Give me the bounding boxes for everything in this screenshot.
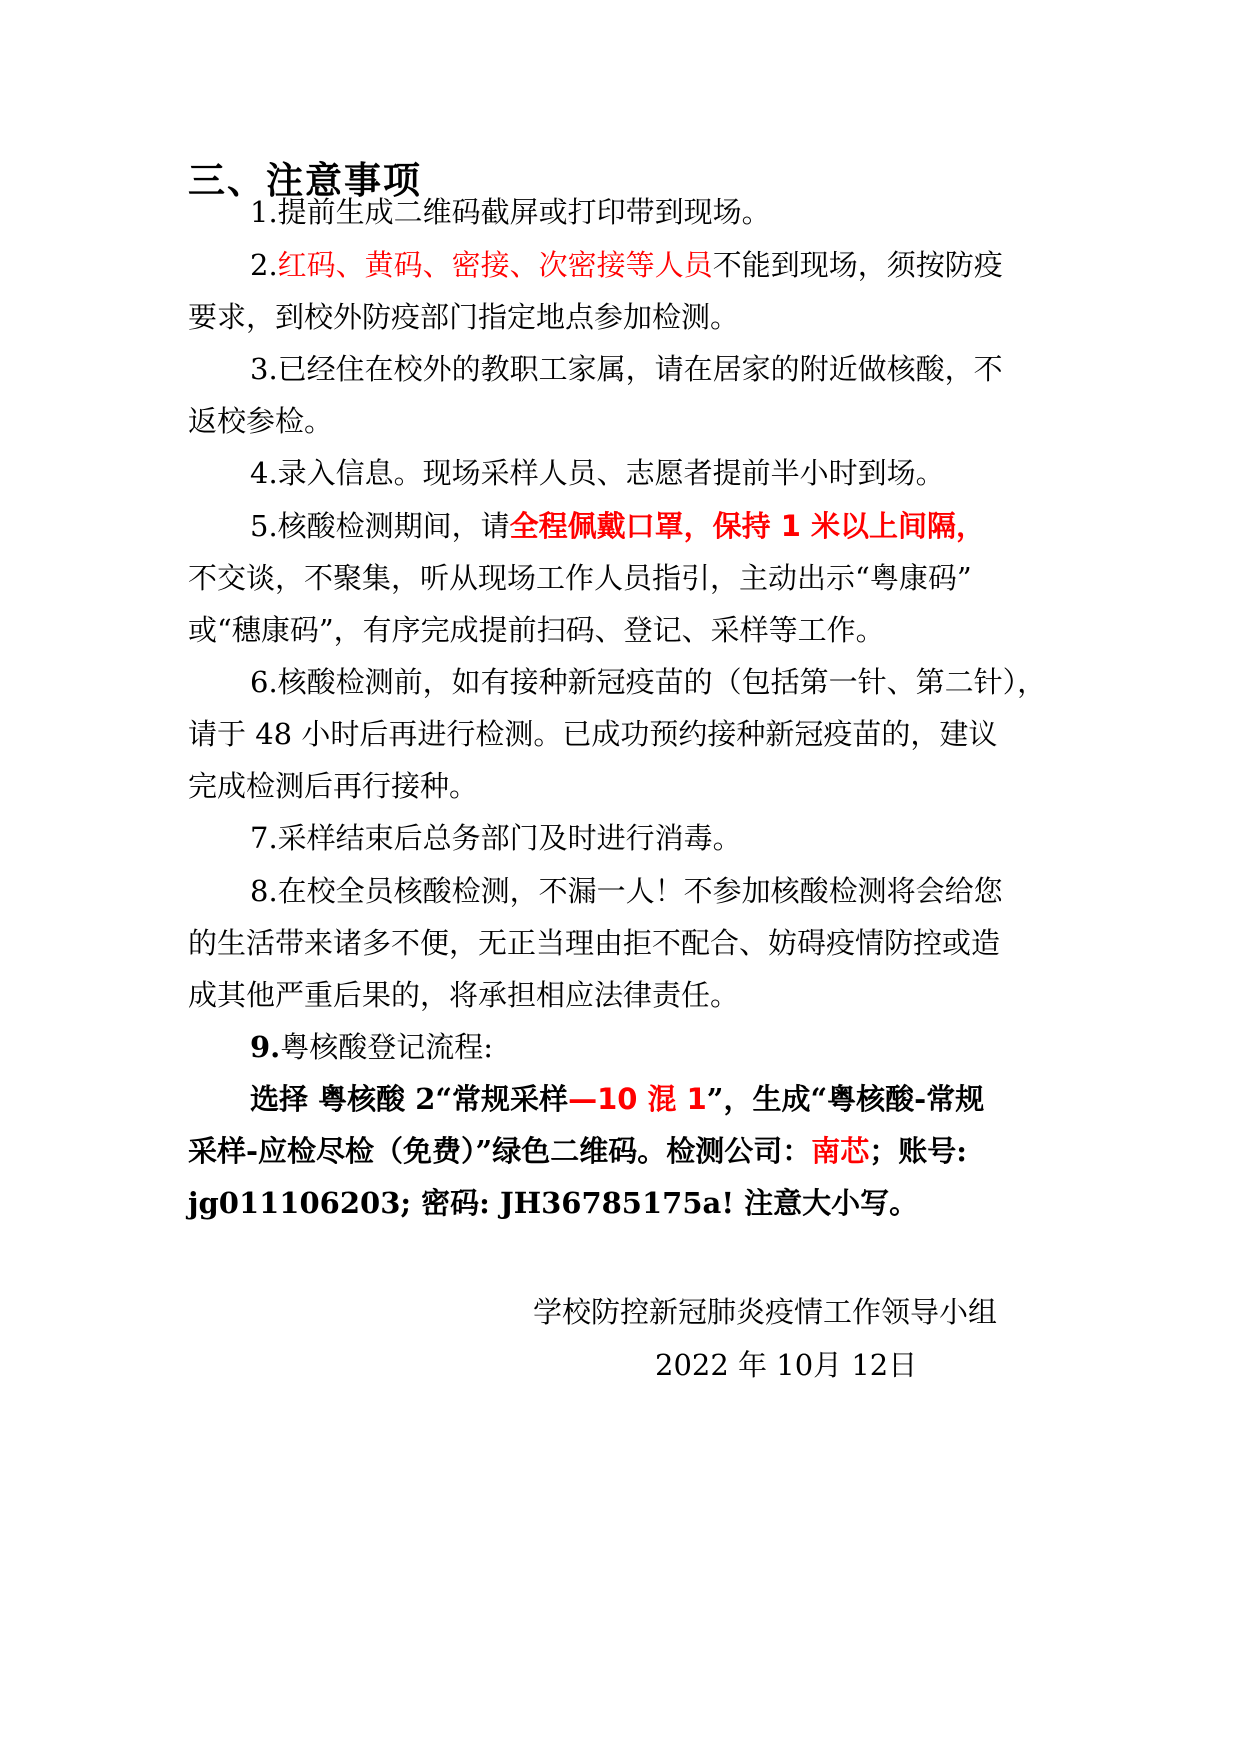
signature-org: 学校防控新冠肺炎疫情工作领导小组 <box>533 1295 998 1329</box>
item-7: 7.采样结束后总务部门及时进行消毒。 <box>250 821 742 855</box>
item-6-line-1: 6.核酸检测前，如有接种新冠疫苗的（包括第一针、第二针）， <box>250 665 1047 699</box>
item-6-line-2: 请于 48 小时后再进行检测。已成功预约接种新冠疫苗的，建议 <box>188 717 998 751</box>
item-3-line-2: 返校参检。 <box>188 404 334 438</box>
item-9-l1-highlight: —10 混 1 <box>568 1082 707 1116</box>
item-4: 4.录入信息。现场采样人员、志愿者提前半小时到场。 <box>250 456 945 490</box>
signature-date: 2022 年 10月 12日 <box>655 1348 918 1382</box>
item-2-rest: 不能到现场，须按防疫 <box>712 248 1003 282</box>
item-5-highlight: 全程佩戴口罩，保持 1 米以上间隔， <box>509 509 986 543</box>
item-6-line-3: 完成检测后再行接种。 <box>188 769 479 803</box>
item-8-line-1: 8.在校全员核酸检测，不漏一人！不参加核酸检测将会给您 <box>250 874 1003 908</box>
item-3-line-1: 3.已经住在校外的教职工家属，请在居家的附近做核酸，不 <box>250 352 1003 386</box>
item-9-title: 粤核酸登记流程: <box>280 1030 494 1064</box>
item-9-l2-b: ；账号: <box>869 1134 967 1168</box>
item-5-prefix: 5.核酸检测期间，请 <box>250 509 510 543</box>
item-9-title-line <box>250 1027 493 1067</box>
item-9-l2-highlight: 南芯 <box>811 1134 870 1168</box>
item-9-l1-a: 选择 粤核酸 2“常规采样 <box>250 1082 569 1116</box>
item-5-line-2: 不交谈，不聚集，听从现场工作人员指引，主动出示“粤康码” <box>188 561 972 595</box>
item-9-l1-b: ”，生成“粤核酸-常规 <box>706 1082 985 1116</box>
item-1: 1.提前生成二维码截屏或打印带到现场。 <box>250 195 771 229</box>
item-2-number: 2. <box>250 248 278 282</box>
item-5-line-1 <box>250 506 985 546</box>
item-9-line-1 <box>250 1079 984 1119</box>
item-9-l2-a: 采样-应检尽检（免费）”绿色二维码。检测公司： <box>188 1134 812 1168</box>
item-2-line-2: 要求，到校外防疫部门指定地点参加检测。 <box>188 300 740 334</box>
item-2-highlight: 红码、黄码、密接、次密接等人员 <box>277 248 713 282</box>
item-8-line-2: 的生活带来诸多不便，无正当理由拒不配合、妨碍疫情防控或造 <box>188 926 1001 960</box>
item-8-line-3: 成其他严重后果的，将承担相应法律责任。 <box>188 978 740 1012</box>
item-2-line-1 <box>250 245 1003 285</box>
item-9-number: 9. <box>250 1030 281 1064</box>
item-5-line-3: 或“穗康码”，有序完成提前扫码、登记、采样等工作。 <box>188 613 885 647</box>
section-heading: 三、注意事项 <box>188 159 422 202</box>
item-9-line-2 <box>188 1131 967 1171</box>
item-9-line-3: jg011106203; 密码: JH36785175a! 注意大小写。 <box>188 1186 919 1220</box>
